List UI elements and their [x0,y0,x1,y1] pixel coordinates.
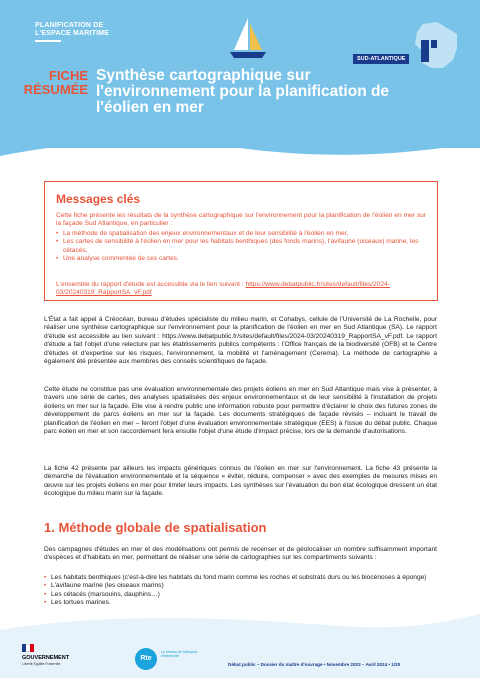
fiche-line-2: RÉSUMÉE [23,82,88,97]
key-message-item: • Les cartes de sensibilité à l'éolien en mer pour les habitats benthiques (des fonds marins), l'avifaune (oiseaux) marine, les cétacés, [56,238,426,255]
region-badge: SUD-ATLANTIQUE [353,54,409,64]
paragraph-related-fiches: La fiche 42 présente par ailleurs les impacts génériques connus de l'éolien en mer sur l'environnement. La fiche 43 présente la démarche de l'évaluation environnementale et la séquence « éviter, réduire, compenser » avec des exemples de mesures mises en œuvre sur les projets éoliens en mer pour limiter leurs impacts. Les synthèses sur l'évaluation du bon état écologique dressent un état écologique du milieu marin sur la façade. [44,465,437,498]
compartment-item: • Les habitats benthiques (c'est-à-dire les habitats du fond marin comme les roches et substrats durs ou les biocénoses à éponge) [44,574,437,582]
brand-line-1: PLANIFICATION DE [35,22,104,29]
fiche-label [20,69,88,97]
key-messages-list [56,230,426,264]
key-message-item: • La méthode de spatialisation des enjeux environnementaux et de leur sensibilité à l'éolien en mer, [56,230,426,238]
paragraph-method: Des campagnes d'études en mer et des modélisations ont permis de recenser et de géolocaliser un nombre suffisamment important d'espèces et d'habitats en mer, permettant de réaliser une série de cartographies sur les compartiments suivants : [44,546,437,562]
government-label: GOUVERNEMENT [22,655,70,661]
sailboat-icon [222,14,272,64]
report-link[interactable]: https://www.debatpublic.fr/sites/default/files/2024-03/20240319_RapportSA_vF.pdf [56,281,390,297]
rte-tagline: Le réseau de transport d'électricité [161,650,198,659]
french-flag-icon [22,644,34,652]
rte-logo: Rte [135,648,157,670]
compartment-item: • Les tortues marines. [44,599,437,607]
section-title: 1. Méthode globale de spatialisation [44,520,267,535]
report-text: L'ensemble du rapport d'étude est accessible via le lien suivant : [56,281,246,288]
header-banner [0,0,480,148]
government-logo [22,644,70,666]
france-map-icon [407,18,463,74]
page-title: Synthèse cartographique sur l'environnement pour la planification de l'éolien en mer [96,67,390,116]
header-wave [0,130,480,170]
compartment-item: • L'avifaune marine (les oiseaux marins) [44,582,437,590]
compartment-item: • Les cétacés (marsouins, dauphins…) [44,591,437,599]
brand-line-2: L'ESPACE MARITIME [35,30,110,37]
government-motto: Liberté Égalité Fraternité [22,662,61,666]
brand-title [35,22,109,38]
key-messages-box [44,181,438,301]
report-line [56,281,426,298]
paragraph-intro: L'État a fait appel à Créocéan, bureau d'études spécialiste du milieu marin, et Cohabys, cellule de l'Université de La Rochelle, pour réaliser une synthèse cartographique sur l'environnement pour la planification de l'éolien en mer en Sud Atlantique (SA). Le rapport d'étude est accessible au lien suivant : https://www.debatpublic.fr/sites/default/files/2024-03/20240319_RapportSA_vF.pdf. Le rapport d'étude a fait l'objet d'une relecture par les établissements publics compétents : l'Office français de la biodiversité (OFB) et le Centre d'études et d'expertise sur les risques, l'environnement, la mobilité et l'aménagement (Cerema). La méthode de cartographie a également été présentée aux membres des conseils scientifiques de façade. [44,316,437,366]
key-messages-heading: Messages clés [56,192,141,206]
fiche-line-1: FICHE [49,68,88,83]
key-messages-intro: Cette fiche présente les résultats de la synthèse cartographique sur l'environnement pour la planification de l'éolien en mer sur la façade Sud Atlantique, en particulier : [56,212,426,228]
footer-text: Débat public – Dossier du maître d'ouvrage • Novembre 2023 – Avril 2024 • 1/20 [228,662,401,667]
brand-underline [35,40,61,42]
key-message-item: • Une analyse commentée de ces cartes. [56,255,426,263]
paragraph-study-scope: Cette étude ne constitue pas une évaluation environnementale des projets éoliens en mer en Sud Atlantique mais vise à présenter, à travers une série de cartes, des analyses spatialisées des enjeux environnementaux et de leur sensibilité à l'installation de projets éoliens en mer sur la façade. Elle vise à rendre public une information robuste pour permettre d'éclairer le choix des futures zones de développement de parcs éoliens en mer sur la façade. Les documents stratégiques de façade révisés – incluant le travail de planification de l'éolien en mer – feront l'objet d'une évaluation environnementale stratégique (EES) à l'issue du débat public. Chaque parc éolien en mer et son raccordement fera ensuite l'objet d'une étude d'impact précise, lors de la demande d'autorisations. [44,386,437,436]
